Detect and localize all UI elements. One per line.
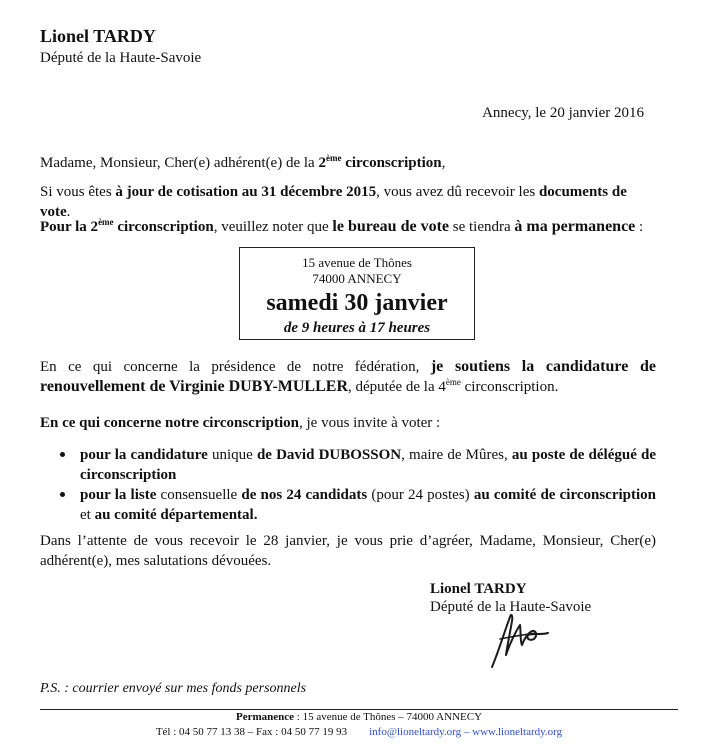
- vote-date: samedi 30 janvier: [266, 290, 448, 316]
- place-date: Annecy, le 20 janvier 2016: [482, 105, 644, 121]
- signature-title: Député de la Haute-Savoie: [430, 599, 592, 615]
- address-line-2: 74000 ANNECY: [312, 271, 402, 286]
- closing-paragraph: Dans l’attente de vous recevoir le 28 janvier, je vous prie d’agréer, Madame, Monsieur, Cher(e) adhérent(e), mes salutations dévouées.: [40, 533, 656, 569]
- footer-website-link[interactable]: www.lioneltardy.org: [472, 726, 563, 738]
- address-line-1: 15 avenue de Thônes: [302, 255, 412, 270]
- salutation: Madame, Monsieur, Cher(e) adhérent(e) de la 2ème circonscription,: [40, 153, 446, 171]
- paragraph-circonscription: En ce qui concerne notre circonscription, je vous invite à voter :: [40, 415, 441, 431]
- paragraph-federation: En ce qui concerne la présidence de notre fédération, je soutiens la candidature de renouvellement de Virginie DUBY-MULLER, députée de la 4ème circonscription.: [40, 358, 656, 395]
- footer-divider: [40, 709, 678, 710]
- footer-email-link[interactable]: info@lioneltardy.org: [369, 726, 462, 738]
- polling-info-box: [239, 247, 475, 340]
- vote-hours: de 9 heures à 17 heures: [283, 320, 431, 336]
- paragraph-dues: Si vous êtes à jour de cotisation au 31 décembre 2015, vous avez dû recevoir les documents de vote.: [40, 184, 627, 220]
- footer-contacts: Tél : 04 50 77 13 38 – Fax : 04 50 77 19 93 info@lioneltardy.org – www.lioneltardy.org: [155, 726, 563, 738]
- bullet-icon: [60, 452, 65, 457]
- signature-name: Lionel TARDY: [430, 581, 527, 597]
- list-item: pour la liste consensuelle de nos 24 candidats (pour 24 postes) au comité de circonscription et au comité départemental.: [40, 485, 656, 525]
- postscript: P.S. : courrier envoyé sur mes fonds personnels: [40, 681, 307, 696]
- sender-title: Député de la Haute-Savoie: [40, 50, 202, 66]
- sender-name: Lionel TARDY: [40, 26, 156, 46]
- candidate-list: [40, 445, 656, 525]
- handwritten-signature: [480, 603, 552, 671]
- list-item: pour la candidature unique de David DUBOSSON, maire de Mûres, au poste de délégué de circonscription: [40, 445, 656, 485]
- footer-address: Permanence : 15 avenue de Thônes – 74000 ANNECY: [235, 711, 483, 723]
- bullet-icon: [60, 492, 65, 497]
- footer-phone: Tél : 04 50 77 13 38 – Fax : 04 50 77 19 93: [155, 726, 348, 738]
- paragraph-polling-station: Pour la 2ème circonscription, veuillez noter que le bureau de vote se tiendra à ma permanence :: [40, 217, 644, 235]
